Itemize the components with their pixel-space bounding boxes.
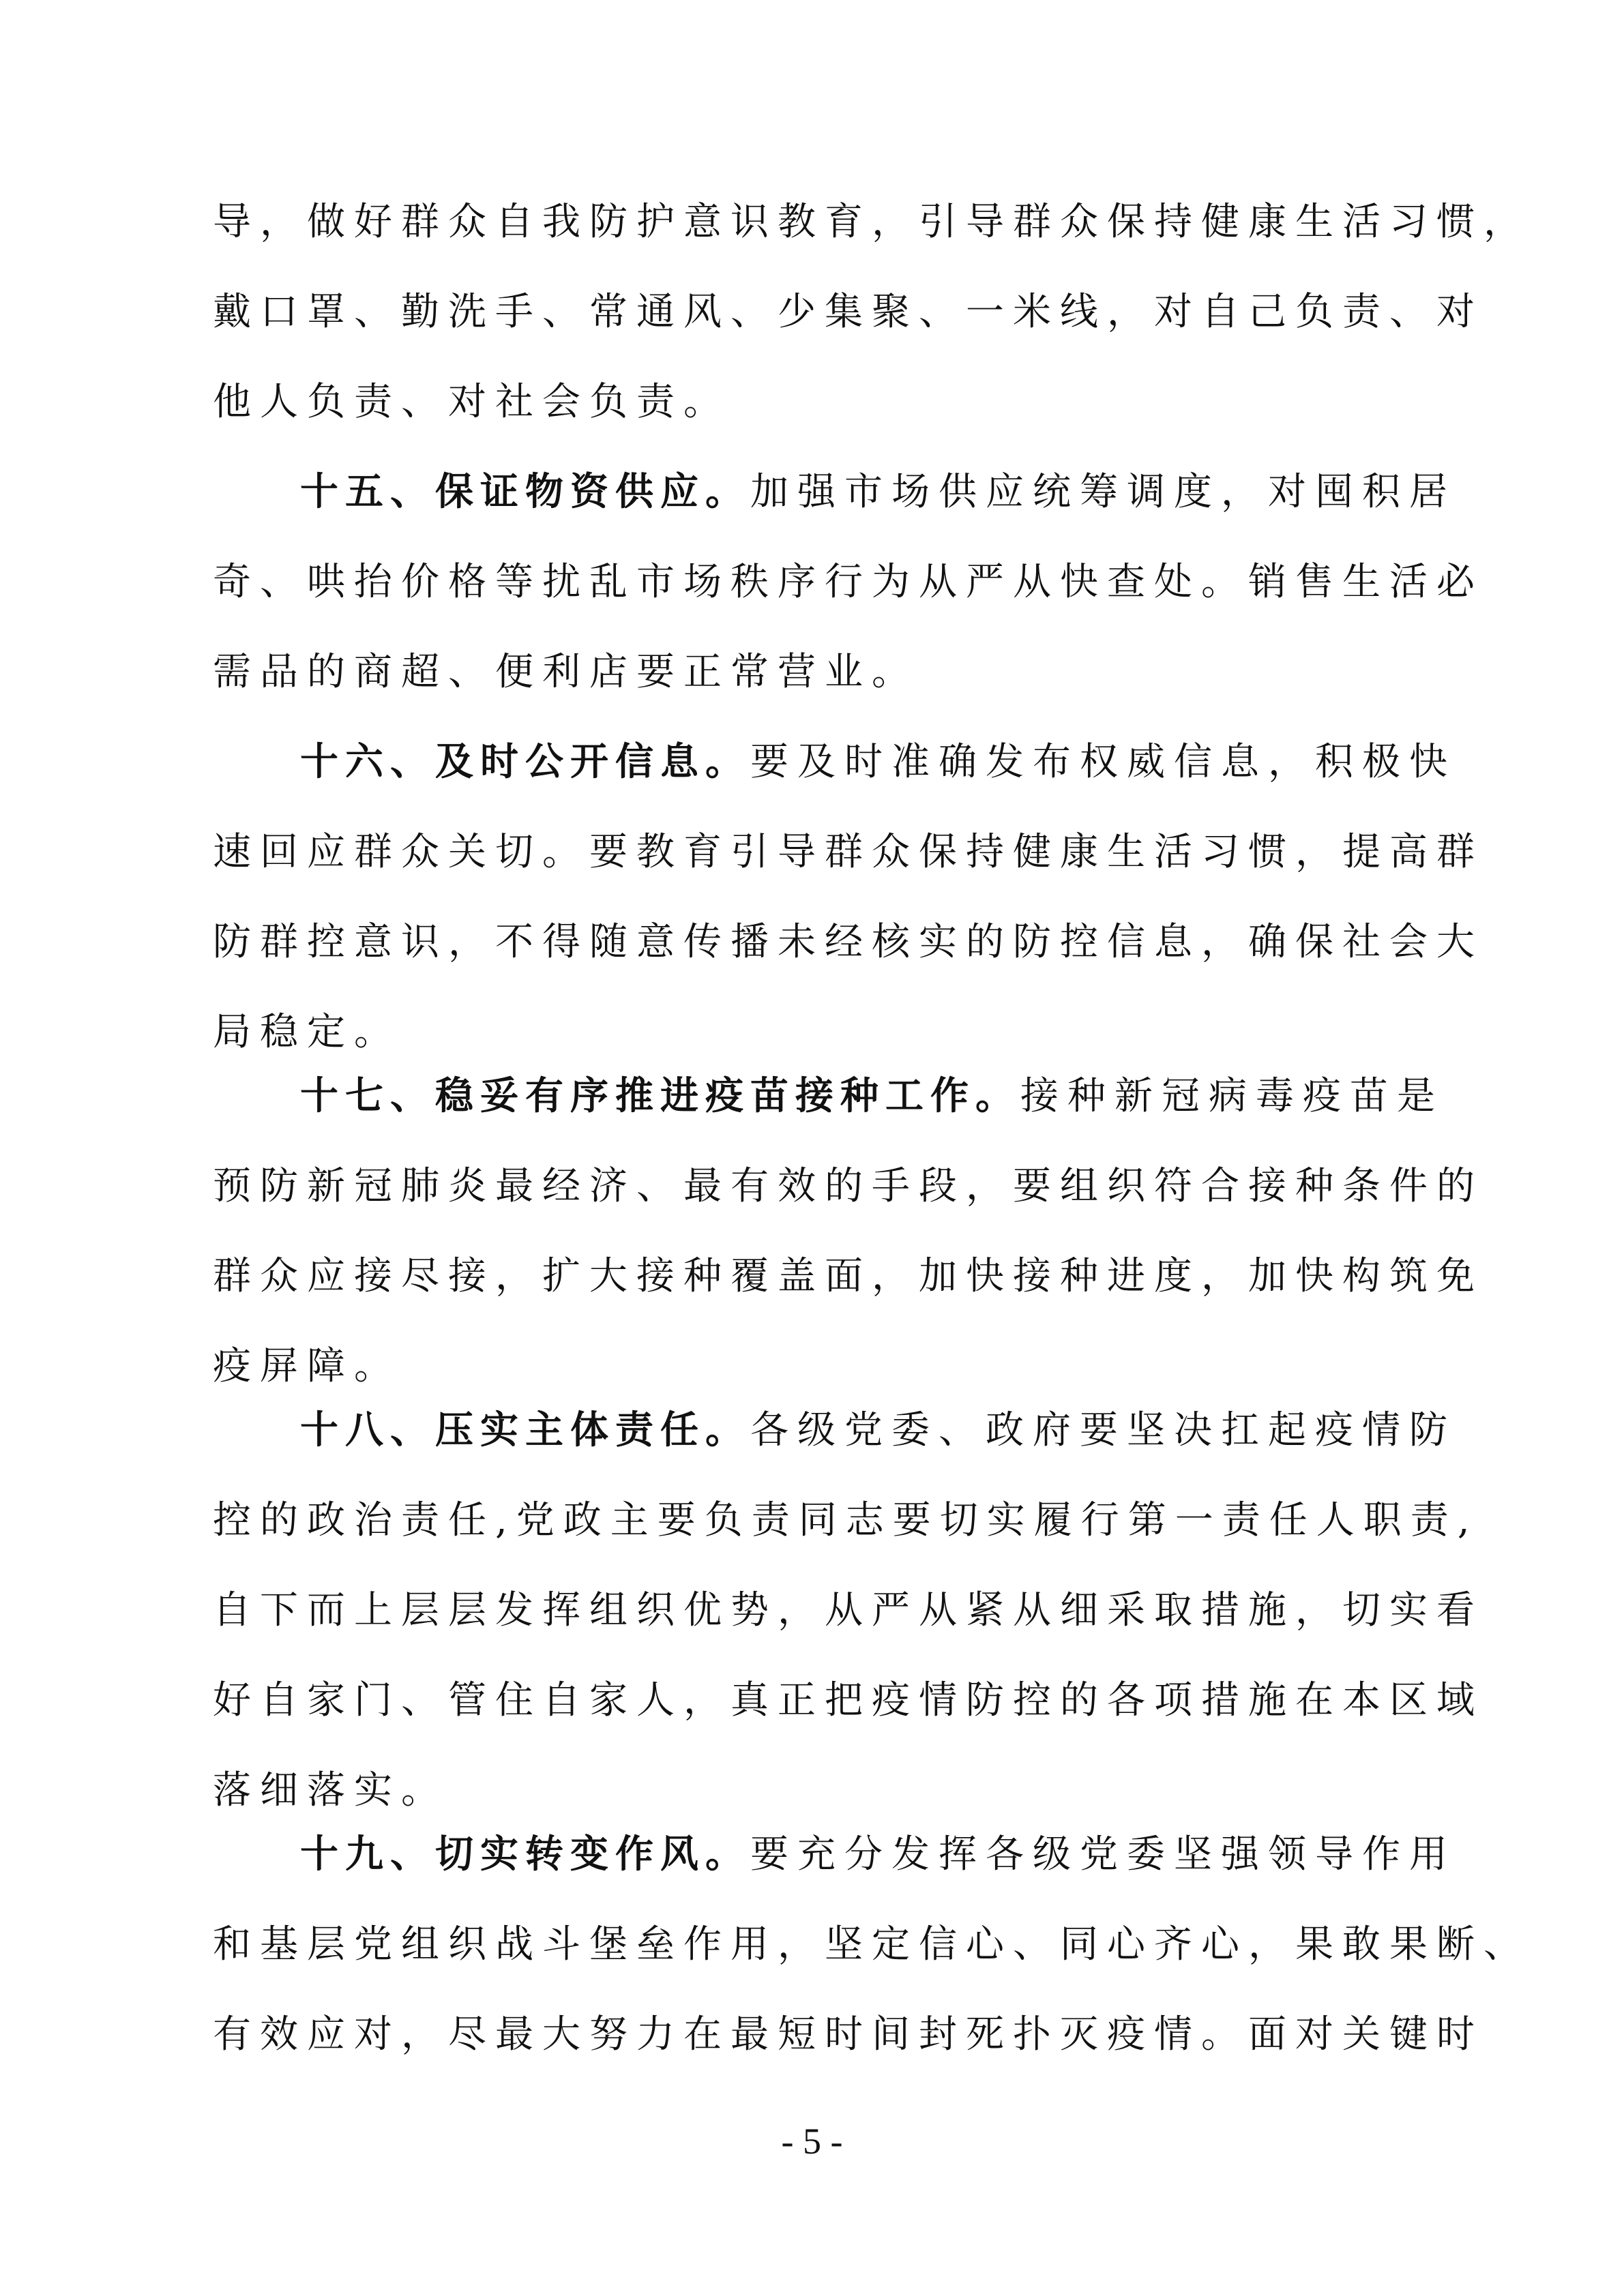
section-heading: 十七、稳妥有序推进疫苗接种工作。 <box>300 1074 1020 1118</box>
paragraph-line: 控的政治责任,党政主要负责同志要切实履行第一责任人职责, <box>213 1498 1479 1542</box>
paragraph-line: 好自家门、管住自家人，真正把疫情防控的各项措施在本区域 <box>213 1678 1483 1723</box>
paragraph-line: 预防新冠肺炎最经济、最有效的手段，要组织符合接种条件的 <box>213 1164 1483 1208</box>
section-heading: 十九、切实转变作风。 <box>300 1832 750 1877</box>
paragraph-line: 导，做好群众自我防护意识教育，引导群众保持健康生活习惯， <box>213 200 1531 244</box>
section-heading: 十六、及时公开信息。 <box>300 740 750 784</box>
section-heading: 十五、保证物资供应。 <box>300 470 750 514</box>
section-first-line <box>300 1399 1456 1462</box>
section-heading: 十八、压实主体责任。 <box>300 1408 750 1452</box>
paragraph-line: 他人负责、对社会负责。 <box>213 380 730 424</box>
paragraph-line: 自下而上层层发挥组织优势，从严从紧从细采取措施，切实看 <box>213 1588 1483 1632</box>
section-text: 要及时准确发布权威信息，积极快 <box>750 740 1456 784</box>
section-first-line <box>300 461 1456 524</box>
page-number: - 5 - <box>781 2121 843 2162</box>
paragraph-line: 落细落实。 <box>213 1768 448 1813</box>
paragraph-line: 需品的商超、便利店要正常营业。 <box>213 650 919 694</box>
section-text: 加强市场供应统筹调度，对囤积居 <box>750 470 1456 514</box>
paragraph-line: 和基层党组织战斗堡垒作用，坚定信心、同心齐心，果敢果断、 <box>213 1922 1531 1967</box>
paragraph-line: 疫屏障。 <box>213 1344 401 1388</box>
paragraph-line: 局稳定。 <box>213 1010 401 1054</box>
section-text: 接种新冠病毒疫苗是 <box>1020 1074 1444 1118</box>
section-first-line <box>300 1823 1456 1886</box>
paragraph-line: 奇、哄抬价格等扰乱市场秩序行为从严从快查处。销售生活必 <box>213 560 1483 604</box>
paragraph-line: 戴口罩、勤洗手、常通风、少集聚、一米线，对自己负责、对 <box>213 290 1483 334</box>
paragraph-line: 群众应接尽接，扩大接种覆盖面，加快接种进度，加快构筑免 <box>213 1254 1483 1298</box>
section-text: 要充分发挥各级党委坚强领导作用 <box>750 1832 1456 1877</box>
paragraph-line: 速回应群众关切。要教育引导群众保持健康生活习惯，提高群 <box>213 830 1483 874</box>
paragraph-line: 有效应对，尽最大努力在最短时间封死扑灭疫情。面对关键时 <box>213 2012 1483 2057</box>
paragraph-line: 防群控意识，不得随意传播未经核实的防控信息，确保社会大 <box>213 920 1483 964</box>
section-first-line <box>300 1065 1444 1128</box>
section-text: 各级党委、政府要坚决扛起疫情防 <box>750 1408 1456 1452</box>
section-first-line <box>300 731 1456 794</box>
